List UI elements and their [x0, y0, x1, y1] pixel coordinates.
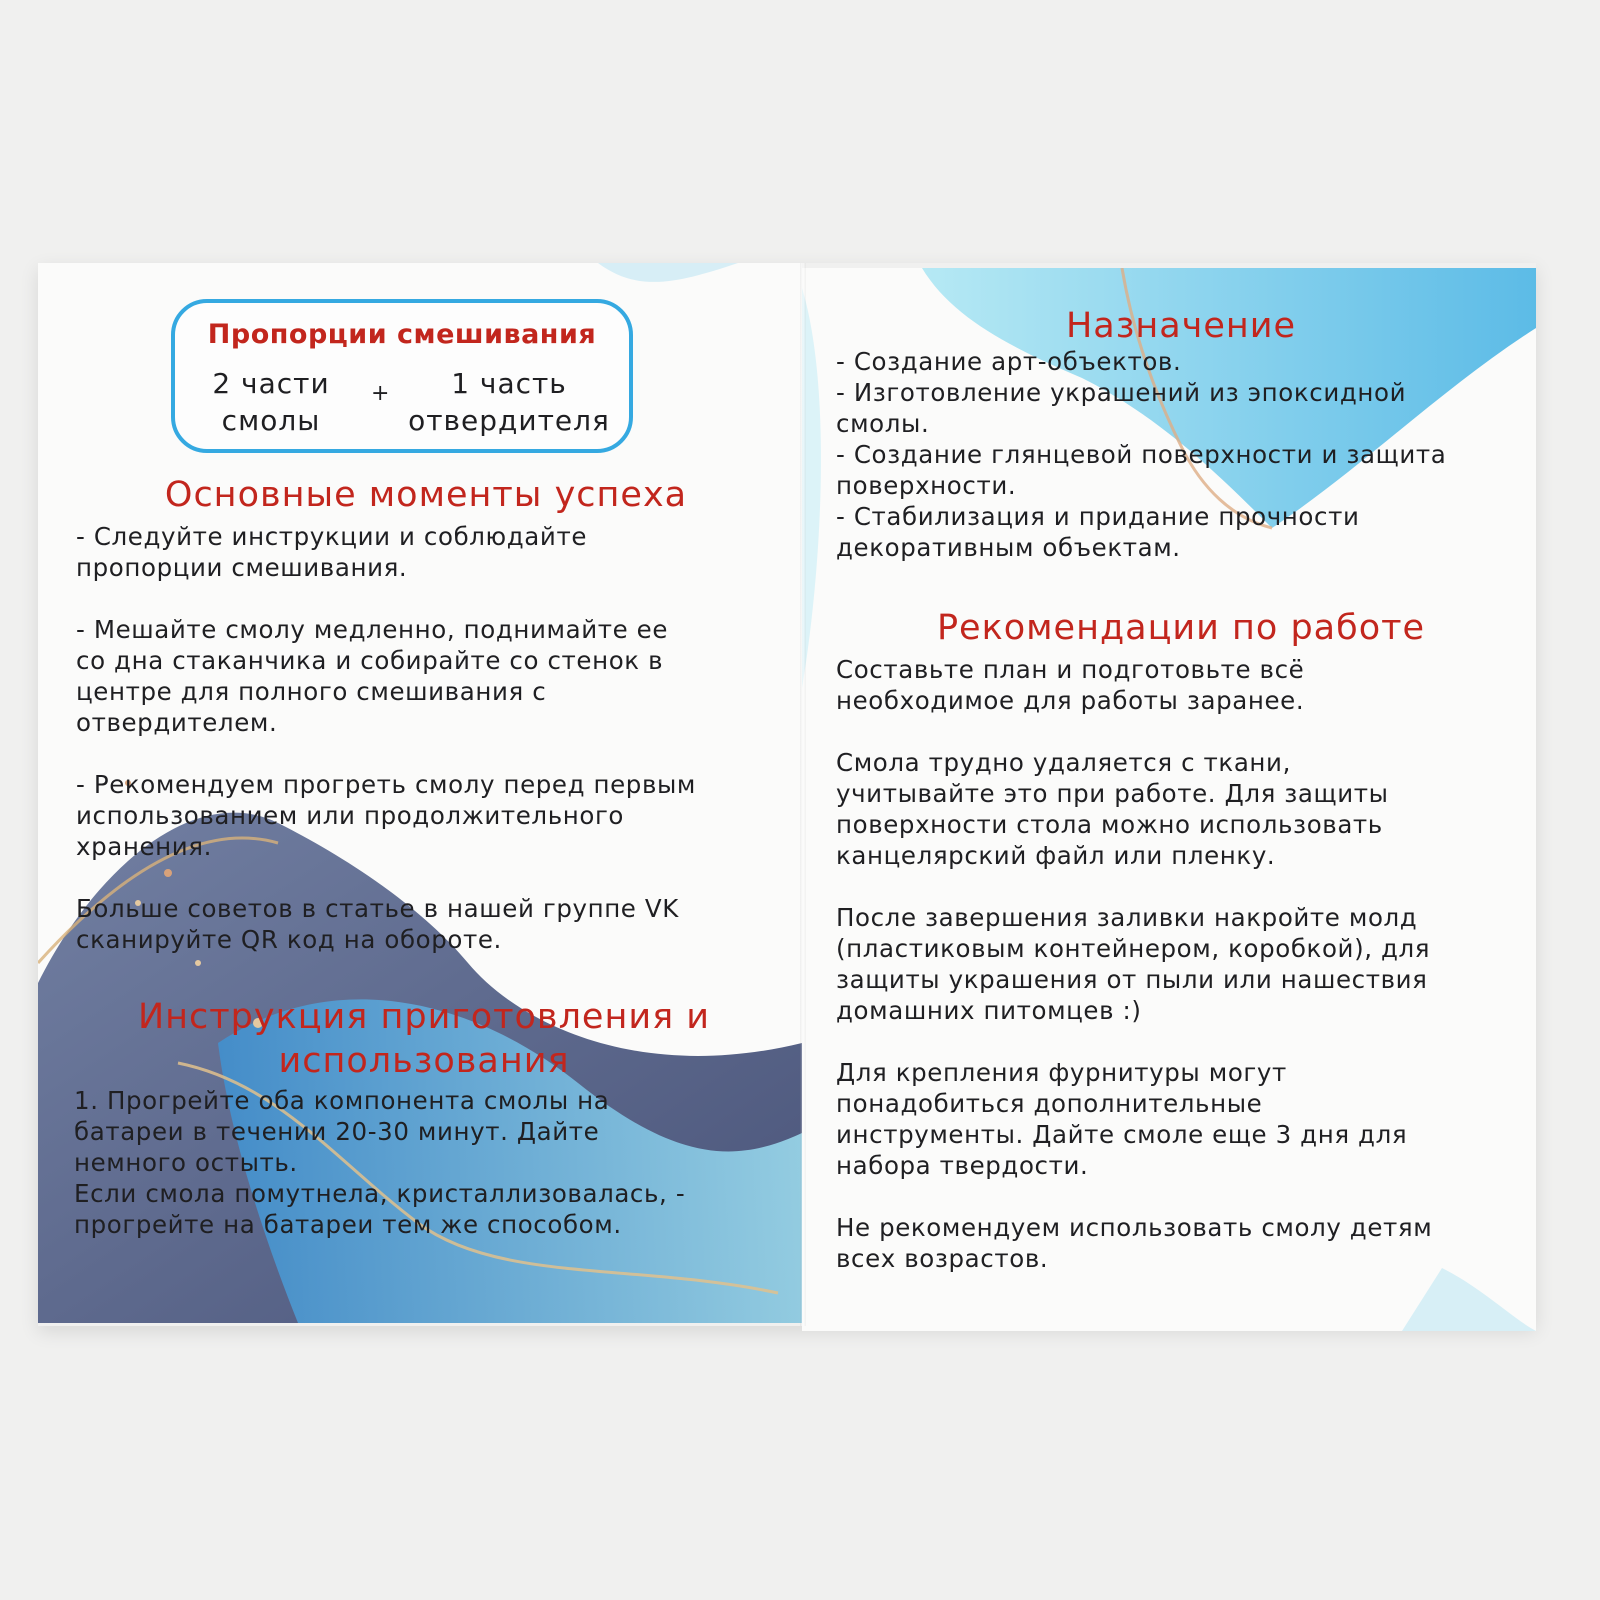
success-heading: Основные моменты успеха: [164, 475, 688, 515]
mixing-ratio-title: Пропорции смешивания: [207, 319, 597, 350]
instruction-heading: Инструкция приготовления и использования: [137, 997, 711, 1081]
purpose-text: - Создание арт-объектов. - Изготовление украшений из эпоксидной смолы. - Создание глянцевой поверхности и защита поверхности. - Стабилизация и придание прочности декоративным объектам.: [836, 347, 1447, 562]
hardener-parts: 1 часть отвердителя: [408, 367, 610, 437]
recommend-heading: Рекомендации по работе: [936, 608, 1426, 648]
purpose-heading: Назначение: [1065, 306, 1297, 346]
instruction-text: 1. Прогрейте оба компонента смолы на батареи в течении 20-30 минут. Дайте немного остыть. Если смола помутнела, кристаллизовалась, - прогрейте на батареи тем же способом.: [74, 1086, 686, 1239]
recommend-item: Для крепления фурнитуры могут понадобиться дополнительные инструменты. Дайте смоле еще 3 дня для набора твердости.: [836, 1058, 1408, 1180]
resin-parts: 2 части смолы: [212, 367, 330, 437]
purpose-section: [836, 306, 1526, 563]
recommend-item: Составьте план и подготовьте всё необходимое для работы заранее.: [836, 655, 1305, 715]
left-page: [38, 263, 802, 1323]
success-item: Больше советов в статье в нашей группе VK сканируйте QR код на обороте.: [76, 894, 679, 954]
instruction-leaflet: [38, 263, 1536, 1326]
recommend-item: После завершения заливки накройте молд (пластиковым контейнером, коробкой), для защиты украшения от пыли или нашествия домашних питомцев :): [836, 903, 1431, 1025]
mixing-ratio-box: [171, 299, 633, 453]
recommend-section: [836, 608, 1526, 1274]
success-item: - Следуйте инструкции и соблюдайте пропорции смешивания.: [76, 522, 587, 582]
recommend-item: Смола трудно удаляется с ткани, учитывайте это при работе. Для защиты поверхности стола можно использовать канцелярский файл или пленку.: [836, 748, 1389, 870]
plus-sign: +: [371, 381, 390, 406]
recommend-item: Не рекомендуем использовать смолу детям всех возрастов.: [836, 1213, 1433, 1273]
success-section: [76, 475, 776, 955]
instruction-section: [74, 995, 774, 1240]
success-item: - Мешайте смолу медленно, поднимайте ее со дна стаканчика и собирайте со стенок в центре для полного смешивания с отвердителем.: [76, 615, 669, 737]
success-item: - Рекомендуем прогреть смолу перед первым использованием или продолжительного хранения.: [76, 770, 697, 861]
right-page: [802, 268, 1536, 1331]
center-fold: [800, 263, 806, 1326]
